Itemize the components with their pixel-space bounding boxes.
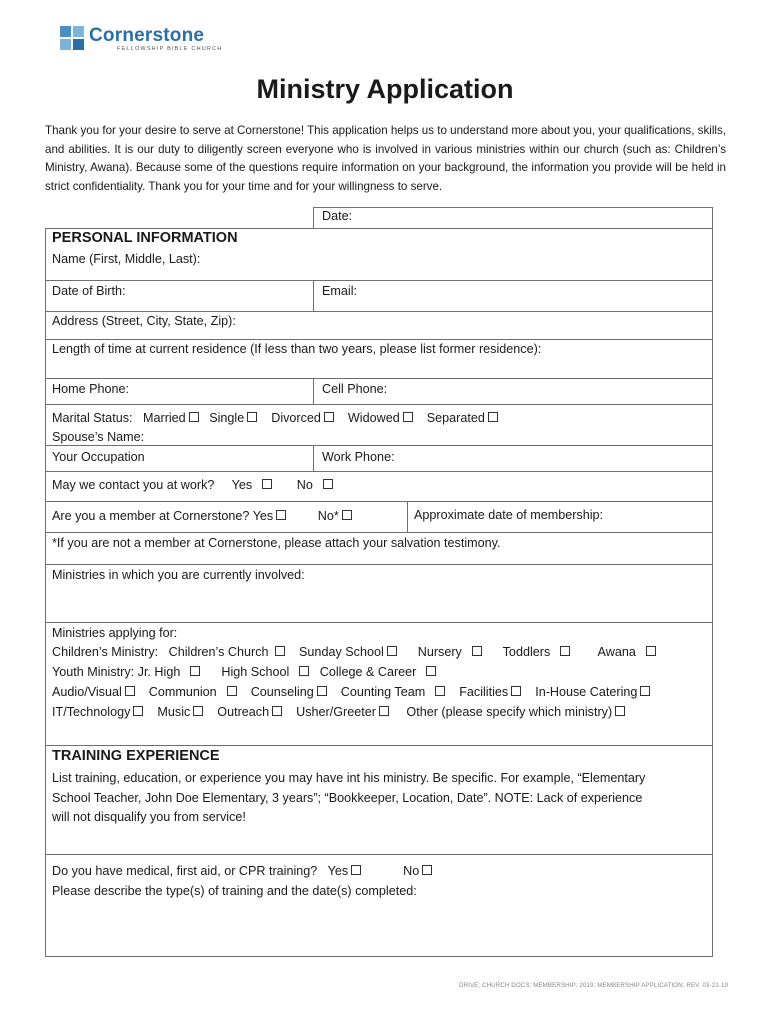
sunday-school-option[interactable]: Sunday School bbox=[299, 645, 397, 659]
checkbox-icon[interactable] bbox=[472, 646, 482, 656]
checkbox-icon[interactable] bbox=[342, 510, 352, 520]
youth-ministry-label: Youth Ministry: bbox=[52, 665, 135, 679]
date-field-label[interactable]: Date: bbox=[322, 209, 353, 223]
logo-subtitle: FELLOWSHIP BIBLE CHURCH bbox=[117, 46, 223, 52]
divorced-option[interactable]: Divorced bbox=[271, 411, 334, 425]
medical-yes[interactable]: Yes bbox=[328, 864, 362, 878]
other-ministries-row-2 bbox=[52, 705, 625, 720]
usher-greeter-option[interactable]: Usher/Greeter bbox=[296, 705, 389, 719]
in-house-catering-option[interactable]: In-House Catering bbox=[535, 685, 650, 699]
checkbox-icon[interactable] bbox=[275, 646, 285, 656]
checkbox-icon[interactable] bbox=[272, 706, 282, 716]
training-instructions-line-3: will not disqualify you from service! bbox=[52, 810, 246, 824]
document-footer: DRIVE; CHURCH DOCS; MEMBERSHIP; 2019; MEMBERSHIP APPLICATION; REV. 03-21-19 bbox=[459, 982, 729, 989]
logo-mark-icon bbox=[60, 26, 84, 50]
checkbox-icon[interactable] bbox=[379, 706, 389, 716]
checkbox-icon[interactable] bbox=[426, 666, 436, 676]
checkbox-icon[interactable] bbox=[422, 865, 432, 875]
toddlers-option[interactable]: Toddlers bbox=[503, 645, 571, 659]
checkbox-icon[interactable] bbox=[323, 479, 333, 489]
childrens-ministry-row bbox=[52, 645, 656, 660]
ministries-applying-label: Ministries applying for: bbox=[52, 626, 178, 640]
contact-work-no[interactable]: No bbox=[297, 478, 333, 492]
college-career-option[interactable]: College & Career bbox=[320, 665, 437, 679]
training-description-label[interactable]: Please describe the type(s) of training and the date(s) completed: bbox=[52, 884, 417, 898]
address-field-label[interactable]: Address (Street, City, State, Zip): bbox=[52, 314, 236, 328]
checkbox-icon[interactable] bbox=[227, 686, 237, 696]
married-option[interactable]: Married bbox=[143, 411, 199, 425]
member-yes[interactable]: Yes bbox=[253, 509, 287, 523]
logo-name: Cornerstone bbox=[89, 25, 205, 46]
childrens-church-option[interactable]: Children’s Church bbox=[169, 645, 285, 659]
checkbox-icon[interactable] bbox=[488, 412, 498, 422]
checkbox-icon[interactable] bbox=[435, 686, 445, 696]
other-ministries-row-1 bbox=[52, 685, 650, 700]
checkbox-icon[interactable] bbox=[324, 412, 334, 422]
occupation-label[interactable]: Your Occupation bbox=[52, 450, 145, 464]
communion-option[interactable]: Communion bbox=[149, 685, 237, 699]
personal-info-heading: PERSONAL INFORMATION bbox=[52, 230, 238, 246]
checkbox-icon[interactable] bbox=[640, 686, 650, 696]
music-option[interactable]: Music bbox=[157, 705, 203, 719]
marital-status-row bbox=[52, 411, 498, 426]
other-ministry-option[interactable]: Other (please specify which ministry) bbox=[406, 705, 625, 719]
checkbox-icon[interactable] bbox=[193, 706, 203, 716]
it-technology-option[interactable]: IT/Technology bbox=[52, 705, 143, 719]
high-school-option[interactable]: High School bbox=[221, 665, 309, 679]
page-title: Ministry Application bbox=[256, 74, 514, 104]
medical-no[interactable]: No bbox=[403, 864, 432, 878]
audio-visual-option[interactable]: Audio/Visual bbox=[52, 685, 135, 699]
checkbox-icon[interactable] bbox=[247, 412, 257, 422]
single-option[interactable]: Single bbox=[209, 411, 257, 425]
checkbox-icon[interactable] bbox=[133, 706, 143, 716]
contact-work-row bbox=[52, 478, 333, 493]
checkbox-icon[interactable] bbox=[189, 412, 199, 422]
church-logo bbox=[60, 26, 222, 52]
member-question: Are you a member at Cornerstone? bbox=[52, 509, 250, 523]
testimony-note: *If you are not a member at Cornerstone, please attach your salvation testimony. bbox=[52, 536, 501, 550]
facilities-option[interactable]: Facilities bbox=[459, 685, 521, 699]
contact-work-question: May we contact you at work? bbox=[52, 478, 215, 492]
widowed-option[interactable]: Widowed bbox=[348, 411, 413, 425]
checkbox-icon[interactable] bbox=[511, 686, 521, 696]
checkbox-icon[interactable] bbox=[125, 686, 135, 696]
counseling-option[interactable]: Counseling bbox=[251, 685, 327, 699]
home-phone-label[interactable]: Home Phone: bbox=[52, 382, 130, 396]
counting-team-option[interactable]: Counting Team bbox=[341, 685, 445, 699]
member-row bbox=[52, 509, 352, 524]
checkbox-icon[interactable] bbox=[646, 646, 656, 656]
residence-field-label[interactable]: Length of time at current residence (If less than two years, please list former residence): bbox=[52, 342, 542, 356]
training-instructions-line-1: List training, education, or experience you may have int his ministry. Be specific. For example, “Elementary bbox=[52, 771, 646, 785]
cell-phone-label[interactable]: Cell Phone: bbox=[322, 382, 388, 396]
checkbox-icon[interactable] bbox=[276, 510, 286, 520]
email-field-label[interactable]: Email: bbox=[322, 284, 357, 298]
awana-option[interactable]: Awana bbox=[598, 645, 656, 659]
application-form bbox=[45, 207, 713, 957]
separated-option[interactable]: Separated bbox=[427, 411, 498, 425]
checkbox-icon[interactable] bbox=[403, 412, 413, 422]
name-field-label[interactable]: Name (First, Middle, Last): bbox=[52, 252, 201, 266]
dob-field-label[interactable]: Date of Birth: bbox=[52, 284, 126, 298]
contact-work-yes[interactable]: Yes bbox=[232, 478, 273, 492]
checkbox-icon[interactable] bbox=[387, 646, 397, 656]
membership-date-label[interactable]: Approximate date of membership: bbox=[414, 508, 603, 522]
medical-training-row bbox=[52, 864, 432, 879]
jr-high-option[interactable]: Jr. High bbox=[138, 665, 201, 679]
youth-ministry-row bbox=[52, 665, 436, 680]
checkbox-icon[interactable] bbox=[299, 666, 309, 676]
spouse-name-label[interactable]: Spouse’s Name: bbox=[52, 430, 145, 444]
checkbox-icon[interactable] bbox=[262, 479, 272, 489]
training-heading: TRAINING EXPERIENCE bbox=[52, 748, 220, 764]
medical-training-question: Do you have medical, first aid, or CPR training? bbox=[52, 864, 318, 878]
member-no[interactable]: No* bbox=[318, 509, 352, 523]
checkbox-icon[interactable] bbox=[190, 666, 200, 676]
outreach-option[interactable]: Outreach bbox=[217, 705, 282, 719]
intro-paragraph: Thank you for your desire to serve at Cornerstone! This application helps us to understand more about you, your qualifications, skills, and abilities. It is our duty to diligently screen everyone who is involved in various ministries within our church (such as: Children’s Ministry, Awana). Because some of the questions require information on your background, the information you provide will be held in strict confidentiality. Thank you for your time and for your willingness to serve. bbox=[45, 124, 726, 193]
checkbox-icon[interactable] bbox=[615, 706, 625, 716]
work-phone-label[interactable]: Work Phone: bbox=[322, 450, 395, 464]
checkbox-icon[interactable] bbox=[560, 646, 570, 656]
childrens-ministry-label: Children’s Ministry: bbox=[52, 645, 159, 659]
checkbox-icon[interactable] bbox=[317, 686, 327, 696]
training-instructions-line-2: School Teacher, John Doe Elementary, 3 years”; “Bookkeeper, Location, Date”. NOTE: Lack of experience bbox=[52, 791, 643, 805]
nursery-option[interactable]: Nursery bbox=[418, 645, 482, 659]
checkbox-icon[interactable] bbox=[351, 865, 361, 875]
current-ministries-label[interactable]: Ministries in which you are currently involved: bbox=[52, 568, 305, 582]
marital-status-label: Marital Status: bbox=[52, 411, 133, 425]
